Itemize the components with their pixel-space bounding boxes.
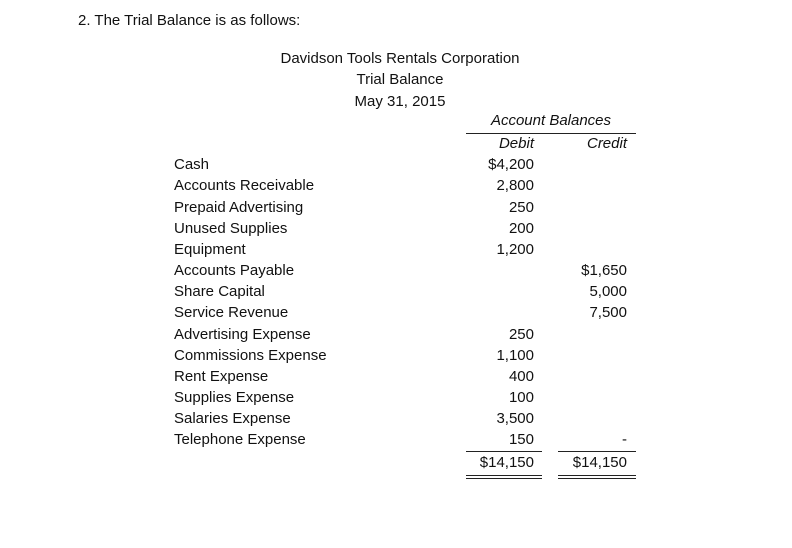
document-title: Trial Balance [356,71,444,88]
debit-value: $4,200 [488,156,534,173]
debit-value: 150 [508,431,534,448]
debit-total-double-rule-top [466,475,542,476]
table-row [0,326,792,347]
credit-value: 7,500 [589,304,627,321]
debit-value: 250 [508,199,534,216]
account-name: Service Revenue [174,304,289,321]
debit-value: 2,800 [496,177,534,194]
table-row [0,431,792,452]
table-row [0,262,792,283]
debit-value: 400 [508,368,534,385]
credit-total-double-rule-bottom [558,478,636,479]
account-name: Accounts Receivable [174,177,315,194]
account-name: Advertising Expense [174,326,311,343]
account-balances-header: Account Balances [490,112,612,129]
credit-total-double-rule-top [558,475,636,476]
company-name: Davidson Tools Rentals Corporation [280,50,520,67]
credit-value: $1,650 [581,262,627,279]
credit-subtotal-rule [558,451,636,452]
debit-value: 1,200 [496,241,534,258]
table-row [0,220,792,241]
account-name: Cash [174,156,210,173]
account-name: Telephone Expense [174,431,306,448]
table-row [0,368,792,389]
debit-value: 250 [508,326,534,343]
table-row [0,389,792,410]
account-name: Accounts Payable [174,262,295,279]
debit-value: 200 [508,220,534,237]
table-row [0,410,792,431]
account-name: Equipment [174,241,246,258]
table-row [0,199,792,220]
debit-value: 3,500 [496,410,534,427]
table-row [0,177,792,198]
credit-value: 5,000 [589,283,627,300]
account-name: Unused Supplies [174,220,288,237]
debit-value: 1,100 [496,347,534,364]
header-rule [466,133,636,134]
credit-value: - [622,431,627,448]
table-row [0,156,792,177]
account-name: Salaries Expense [174,410,291,427]
account-name: Rent Expense [174,368,269,385]
intro-text: 2. The Trial Balance is as follows: [78,12,301,29]
account-name: Commissions Expense [174,347,327,364]
account-name: Supplies Expense [174,389,295,406]
credit-column-header: Credit [586,135,627,152]
credit-total: $14,150 [572,454,627,471]
table-row [0,283,792,304]
account-name: Prepaid Advertising [174,199,304,216]
debit-total-double-rule-bottom [466,478,542,479]
document-date: May 31, 2015 [354,93,446,110]
table-row [0,304,792,325]
debit-value: 100 [508,389,534,406]
table-row [0,241,792,262]
debit-total: $14,150 [479,454,534,471]
debit-subtotal-rule [466,451,542,452]
debit-column-header: Debit [498,135,534,152]
table-row [0,347,792,368]
account-name: Share Capital [174,283,265,300]
